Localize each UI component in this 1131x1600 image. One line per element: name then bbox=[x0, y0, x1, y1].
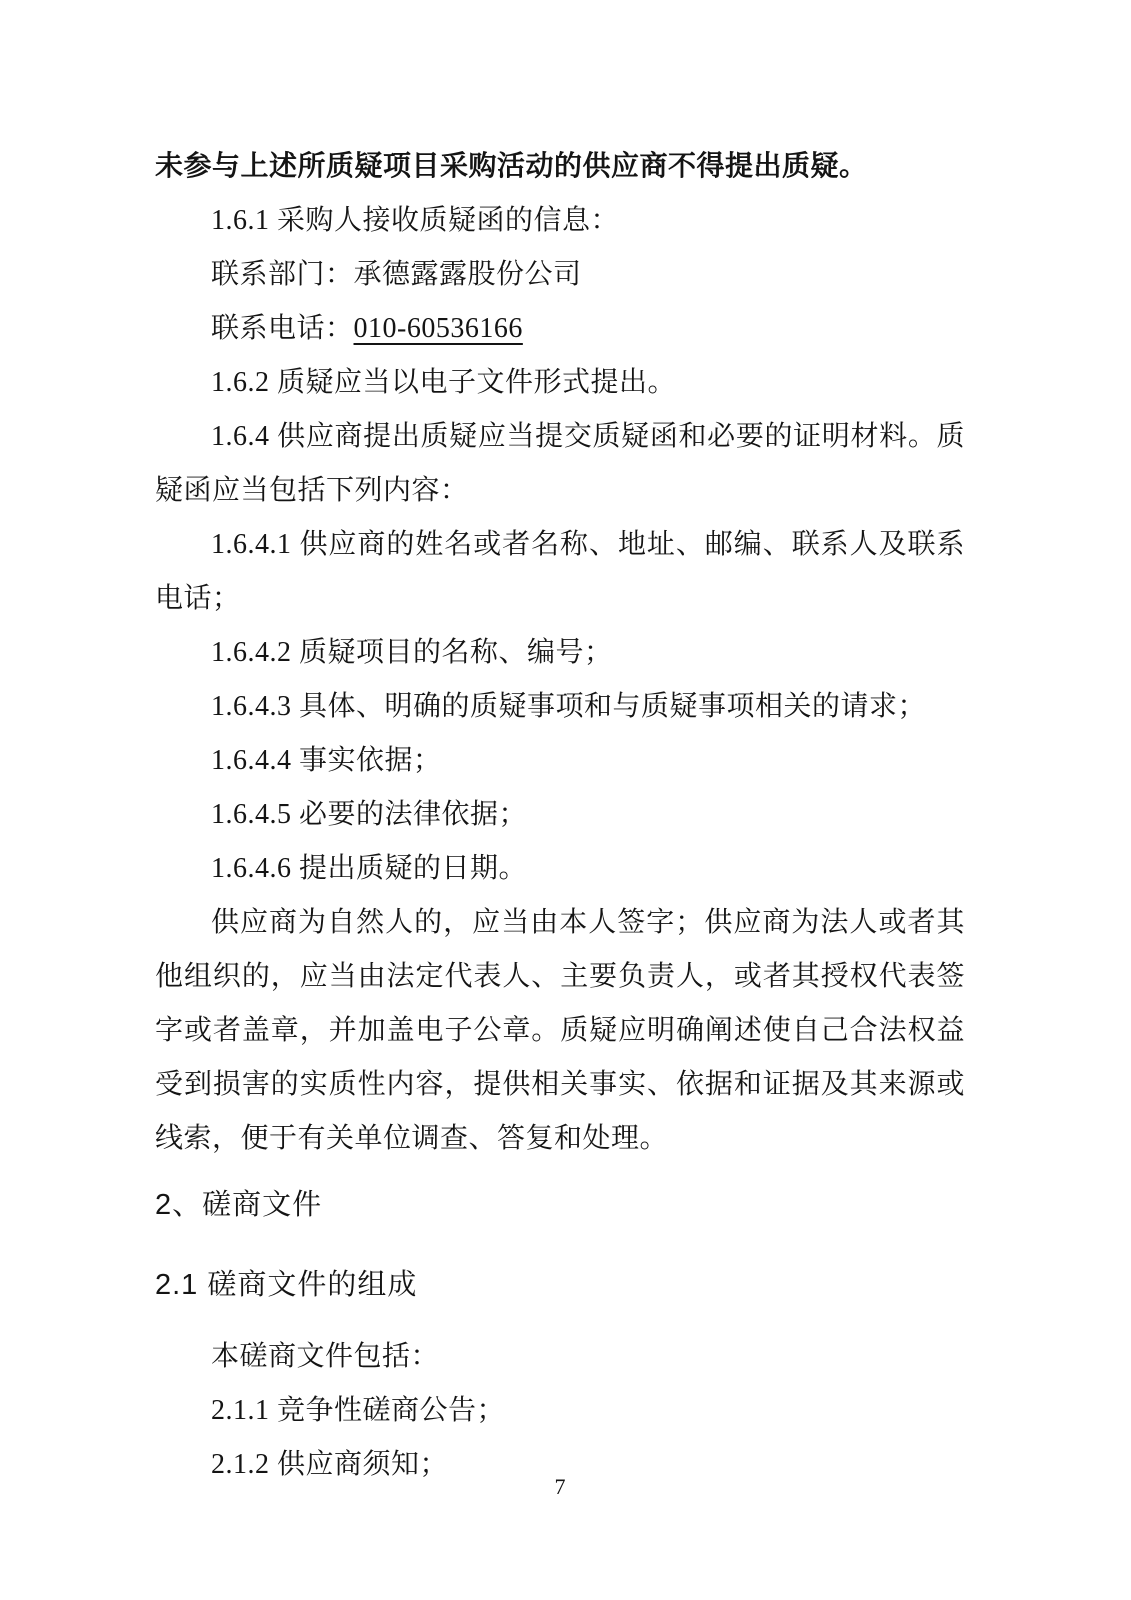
clause-1-6-4-4: 1.6.4.4 事实依据； bbox=[211, 745, 442, 776]
clause-1-6-4: 1.6.4 供应商提出质疑应当提交质疑函和必要的证明材料。质疑函应当包括下列内容： bbox=[155, 421, 965, 506]
contact-department-line: 联系部门：承德露露股份公司 bbox=[211, 259, 582, 290]
clause-1-6-4-6: 1.6.4.6 提出质疑的日期。 bbox=[211, 853, 528, 884]
contact-phone-value: 010-60536166 bbox=[353, 313, 523, 344]
clause-2-1-2: 2.1.2 供应商须知； bbox=[211, 1449, 449, 1480]
contact-phone-label: 联系电话： bbox=[211, 313, 354, 344]
heading-negotiation-documents: 2、磋商文件 bbox=[155, 1189, 323, 1221]
clause-1-6-4-1: 1.6.4.1 供应商的姓名或者名称、地址、邮编、联系人及联系电话； bbox=[155, 529, 965, 614]
clause-2-1-1: 2.1.1 竞争性磋商公告； bbox=[211, 1395, 506, 1426]
clause-1-6-4-5: 1.6.4.5 必要的法律依据； bbox=[211, 799, 528, 830]
clause-1-6-2: 1.6.2 质疑应当以电子文件形式提出。 bbox=[211, 367, 677, 398]
page-number: 7 bbox=[554, 1474, 566, 1499]
clause-1-6-4-2: 1.6.4.2 质疑项目的名称、编号； bbox=[211, 637, 613, 668]
clause-1-6-1: 1.6.1 采购人接收质疑函的信息： bbox=[211, 205, 620, 236]
clause-1-6-4-3: 1.6.4.3 具体、明确的质疑事项和与质疑事项相关的请求； bbox=[211, 691, 927, 722]
paragraph-signature-requirements: 供应商为自然人的，应当由本人签字；供应商为法人或者其他组织的，应当由法定代表人、主要负责人，或者其授权代表签字或者盖章，并加盖电子公章。质疑应明确阐述使自己合法权益受到损害的实质性内容，提供相关事实、依据和证据及其来源或线索，便于有关单位调查、答复和处理。 bbox=[155, 907, 965, 1154]
heading-negotiation-documents-composition: 2.1 磋商文件的组成 bbox=[155, 1269, 418, 1301]
contact-phone-line bbox=[155, 302, 965, 356]
paragraph-includes-intro: 本磋商文件包括： bbox=[211, 1341, 440, 1372]
paragraph-lead-no-participation: 未参与上述所质疑项目采购活动的供应商不得提出质疑。 bbox=[155, 151, 868, 182]
